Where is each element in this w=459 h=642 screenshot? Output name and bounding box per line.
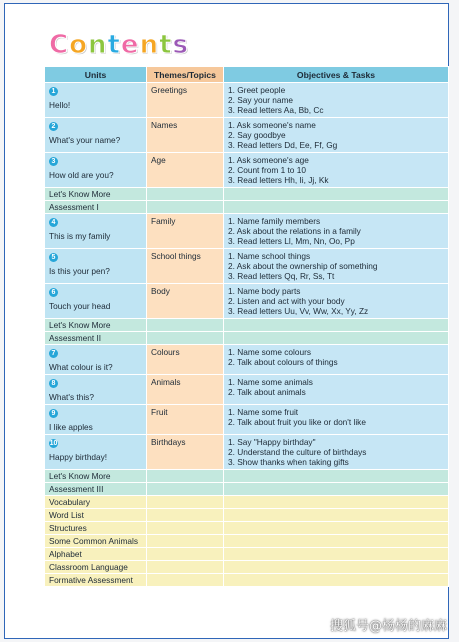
- unit-row: [45, 405, 449, 435]
- watermark: 搜狐号@杨杨的麻麻: [329, 619, 447, 634]
- unit-cell: [45, 249, 147, 284]
- title-letter: t: [159, 30, 173, 60]
- theme-cell: Body: [147, 284, 224, 319]
- header-themes: Themes/Topics: [147, 67, 224, 83]
- unit-cell: [45, 405, 147, 435]
- objective-item: 2. Listen and act with your body: [228, 296, 345, 306]
- empty-cell: [147, 483, 224, 496]
- theme-cell: Birthdays: [147, 435, 224, 470]
- objectives-cell: [224, 284, 449, 319]
- empty-cell: [224, 522, 449, 535]
- empty-cell: [224, 496, 449, 509]
- unit-cell: [45, 153, 147, 188]
- objectives-cell: [224, 345, 449, 375]
- empty-cell: [224, 332, 449, 345]
- empty-cell: [147, 535, 224, 548]
- appendix-row: [45, 574, 449, 587]
- row-label: Let's Know More: [45, 319, 147, 332]
- unit-number-badge: 3: [49, 157, 58, 166]
- title-letter: C: [49, 30, 70, 60]
- objective-item: 2. Understand the culture of birthdays: [228, 447, 367, 457]
- objectives-cell: [224, 153, 449, 188]
- objectives-cell: [224, 405, 449, 435]
- theme-cell: Colours: [147, 345, 224, 375]
- objective-item: 1. Name some animals: [228, 377, 313, 387]
- empty-cell: [147, 574, 224, 587]
- row-label: Alphabet: [45, 548, 147, 561]
- row-label: Let's Know More: [45, 188, 147, 201]
- objective-item: 1. Name some fruit: [228, 407, 299, 417]
- theme-cell: Age: [147, 153, 224, 188]
- header-objectives: Objectives & Tasks: [224, 67, 449, 83]
- objective-item: 2. Say goodbye: [228, 130, 286, 140]
- objective-item: 1. Name some colours: [228, 347, 312, 357]
- unit-title: What's your name?: [49, 135, 121, 145]
- unit-row: [45, 435, 449, 470]
- empty-cell: [224, 548, 449, 561]
- row-label: Assessment III: [45, 483, 147, 496]
- unit-cell: [45, 83, 147, 118]
- unit-title: How old are you?: [49, 170, 114, 180]
- unit-row: [45, 284, 449, 319]
- unit-cell: [45, 284, 147, 319]
- unit-cell: [45, 375, 147, 405]
- row-label: Assessment I: [45, 201, 147, 214]
- empty-cell: [147, 548, 224, 561]
- objective-item: 2. Ask about the ownership of something: [228, 261, 378, 271]
- objective-item: 3. Read letters Uu, Vv, Ww, Xx, Yy, Zz: [228, 306, 369, 316]
- theme-cell: Fruit: [147, 405, 224, 435]
- appendix-row: [45, 496, 449, 509]
- empty-cell: [147, 561, 224, 574]
- review-row: [45, 201, 449, 214]
- objective-item: 3. Read letters Ll, Mm, Nn, Oo, Pp: [228, 236, 355, 246]
- empty-cell: [224, 483, 449, 496]
- objectives-cell: [224, 435, 449, 470]
- unit-title: This is my family: [49, 231, 111, 241]
- appendix-row: [45, 509, 449, 522]
- objective-item: 3. Read letters Qq, Rr, Ss, Tt: [228, 271, 335, 281]
- table-header-row: [45, 67, 449, 83]
- unit-title: What's this?: [49, 392, 94, 402]
- row-label: Assessment II: [45, 332, 147, 345]
- unit-row: [45, 83, 449, 118]
- row-label: Let's Know More: [45, 470, 147, 483]
- empty-cell: [147, 319, 224, 332]
- review-row: [45, 470, 449, 483]
- unit-cell: [45, 435, 147, 470]
- appendix-row: [45, 535, 449, 548]
- unit-row: [45, 153, 449, 188]
- unit-number-badge: 5: [49, 253, 58, 262]
- objective-item: 1. Name body parts: [228, 286, 301, 296]
- unit-cell: [45, 118, 147, 153]
- objective-item: 3. Read letters Aa, Bb, Cc: [228, 105, 324, 115]
- empty-cell: [147, 470, 224, 483]
- title-letter: t: [107, 30, 121, 60]
- objective-item: 2. Talk about fruit you like or don't like: [228, 417, 366, 427]
- objective-item: 2. Ask about the relations in a family: [228, 226, 361, 236]
- objective-item: 1. Name school things: [228, 251, 311, 261]
- title-letter: o: [69, 30, 88, 60]
- objectives-cell: [224, 375, 449, 405]
- review-row: [45, 483, 449, 496]
- contents-table: [44, 66, 449, 587]
- unit-cell: [45, 345, 147, 375]
- row-label: Some Common Animals: [45, 535, 147, 548]
- theme-cell: School things: [147, 249, 224, 284]
- unit-title: Happy birthday!: [49, 452, 108, 462]
- unit-number-badge: 7: [49, 349, 58, 358]
- empty-cell: [224, 535, 449, 548]
- objectives-cell: [224, 214, 449, 249]
- appendix-row: [45, 522, 449, 535]
- unit-title: I like apples: [49, 422, 93, 432]
- theme-cell: Greetings: [147, 83, 224, 118]
- unit-number-badge: 4: [49, 218, 58, 227]
- empty-cell: [147, 332, 224, 345]
- objective-item: 3. Read letters Dd, Ee, Ff, Gg: [228, 140, 338, 150]
- appendix-row: [45, 548, 449, 561]
- row-label: Word List: [45, 509, 147, 522]
- row-label: Formative Assessment: [45, 574, 147, 587]
- unit-number-badge: 9: [49, 409, 58, 418]
- page-title: [49, 30, 189, 60]
- empty-cell: [147, 509, 224, 522]
- unit-title: What colour is it?: [49, 362, 113, 372]
- header-units: Units: [45, 67, 147, 83]
- objective-item: 2. Talk about animals: [228, 387, 306, 397]
- empty-cell: [147, 188, 224, 201]
- title-letter: e: [120, 30, 140, 60]
- objective-item: 1. Name family members: [228, 216, 321, 226]
- objective-item: 3. Show thanks when taking gifts: [228, 457, 349, 467]
- row-label: Vocabulary: [45, 496, 147, 509]
- empty-cell: [224, 561, 449, 574]
- unit-number-badge: 10: [49, 440, 58, 447]
- unit-number-badge: 6: [49, 288, 58, 297]
- empty-cell: [147, 496, 224, 509]
- unit-row: [45, 345, 449, 375]
- empty-cell: [224, 470, 449, 483]
- objective-item: 3. Read letters Hh, Ii, Jj, Kk: [228, 175, 329, 185]
- empty-cell: [224, 509, 449, 522]
- empty-cell: [224, 574, 449, 587]
- review-row: [45, 188, 449, 201]
- empty-cell: [147, 201, 224, 214]
- unit-number-badge: 1: [49, 87, 58, 96]
- empty-cell: [224, 201, 449, 214]
- objective-item: 1. Say "Happy birthday": [228, 437, 316, 447]
- empty-cell: [147, 522, 224, 535]
- theme-cell: Family: [147, 214, 224, 249]
- unit-cell: [45, 214, 147, 249]
- row-label: Structures: [45, 522, 147, 535]
- objective-item: 1. Ask someone's age: [228, 155, 309, 165]
- title-letter: s: [172, 30, 189, 60]
- unit-row: [45, 249, 449, 284]
- objective-item: 1. Ask someone's name: [228, 120, 316, 130]
- theme-cell: Animals: [147, 375, 224, 405]
- objectives-cell: [224, 249, 449, 284]
- table-body: [45, 83, 449, 587]
- review-row: [45, 332, 449, 345]
- objective-item: 2. Count from 1 to 10: [228, 165, 306, 175]
- objectives-cell: [224, 118, 449, 153]
- theme-cell: Names: [147, 118, 224, 153]
- unit-row: [45, 118, 449, 153]
- unit-number-badge: 2: [49, 122, 58, 131]
- objective-item: 1. Greet people: [228, 85, 286, 95]
- unit-title: Touch your head: [49, 301, 111, 311]
- title-letter: n: [87, 30, 108, 60]
- unit-row: [45, 375, 449, 405]
- title-letter: n: [139, 30, 160, 60]
- unit-row: [45, 214, 449, 249]
- empty-cell: [224, 188, 449, 201]
- unit-number-badge: 8: [49, 379, 58, 388]
- unit-title: Hello!: [49, 100, 71, 110]
- row-label: Classroom Language: [45, 561, 147, 574]
- appendix-row: [45, 561, 449, 574]
- unit-title: Is this your pen?: [49, 266, 110, 276]
- objectives-cell: [224, 83, 449, 118]
- empty-cell: [224, 319, 449, 332]
- review-row: [45, 319, 449, 332]
- objective-item: 2. Talk about colours of things: [228, 357, 338, 367]
- objective-item: 2. Say your name: [228, 95, 294, 105]
